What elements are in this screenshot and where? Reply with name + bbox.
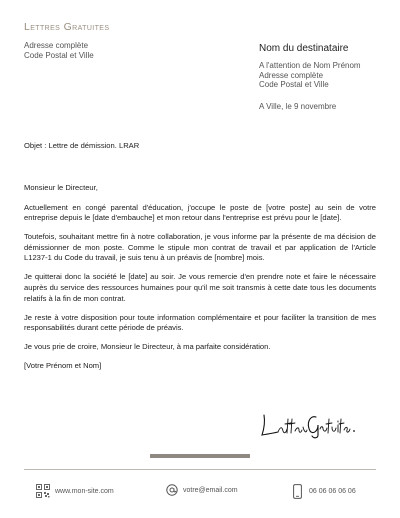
at-icon bbox=[166, 484, 178, 496]
qr-code-icon bbox=[36, 484, 50, 498]
paragraph-3: Je quitterai donc la société le [date] au soir. Je vous remercie d'en prendre note et faire le nécessaire auprès du service des ressources humaines pour qu'il me soit transmis à cette date tous les documents relatifs à la fin de mon contrat. bbox=[24, 272, 376, 303]
recipient-block bbox=[259, 43, 361, 112]
sender-address: Adresse complète bbox=[24, 41, 89, 50]
paragraph-2: Toutefois, souhaitant mettre fin à notre collaboration, je vous informe par la présente de ma décision de démissionner de mon poste. Comme le stipule mon contrat de travail et par application de l'Article L1237-1 du Code du travail, je suis tenu à un préavis de [nombre] mois. bbox=[24, 232, 376, 263]
recipient-attention: A l'attention de Nom Prénom bbox=[259, 61, 361, 70]
closing-name: [Votre Prénom et Nom] bbox=[24, 361, 102, 371]
footer-website bbox=[36, 484, 114, 498]
letter-body bbox=[24, 183, 376, 380]
email-text: votre@email.com bbox=[183, 486, 238, 494]
footer-accent-bar bbox=[150, 454, 250, 458]
brand-name: Lettres Gratuites bbox=[24, 21, 110, 33]
website-text: www.mon-site.com bbox=[55, 487, 114, 495]
footer-divider bbox=[24, 469, 376, 470]
recipient-address: Adresse complète bbox=[259, 70, 324, 80]
sender-postal: Code Postal et Ville bbox=[24, 50, 94, 60]
letter-subject: Objet : Lettre de démission. LRAR bbox=[24, 141, 140, 150]
letter-date: A Ville, le 9 novembre bbox=[259, 101, 337, 111]
phone-icon bbox=[293, 484, 302, 499]
paragraph-5: Je vous prie de croire, Monsieur le Directeur, à ma parfaite considération. bbox=[24, 342, 271, 352]
paragraph-4: Je reste à votre disposition pour toute information complémentaire et pour faciliter la transition de mes responsabilités durant cette période de préavis. bbox=[24, 312, 376, 333]
signature-image bbox=[258, 405, 358, 439]
footer-phone bbox=[293, 484, 356, 499]
phone-text: 06 06 06 06 06 bbox=[309, 488, 356, 495]
recipient-name: Nom du destinataire bbox=[259, 43, 349, 54]
paragraph-1: Actuellement en congé parental d'éducation, j'occupe le poste de [votre poste] au sein de votre entreprise depuis le [date d'embauche] et mon retour dans l'entreprise est prévu pour le [date]. bbox=[24, 202, 376, 223]
recipient-postal: Code Postal et Ville bbox=[259, 80, 329, 90]
salutation: Monsieur le Directeur, bbox=[24, 183, 98, 192]
sender-block bbox=[24, 21, 109, 60]
footer-email bbox=[166, 484, 238, 496]
